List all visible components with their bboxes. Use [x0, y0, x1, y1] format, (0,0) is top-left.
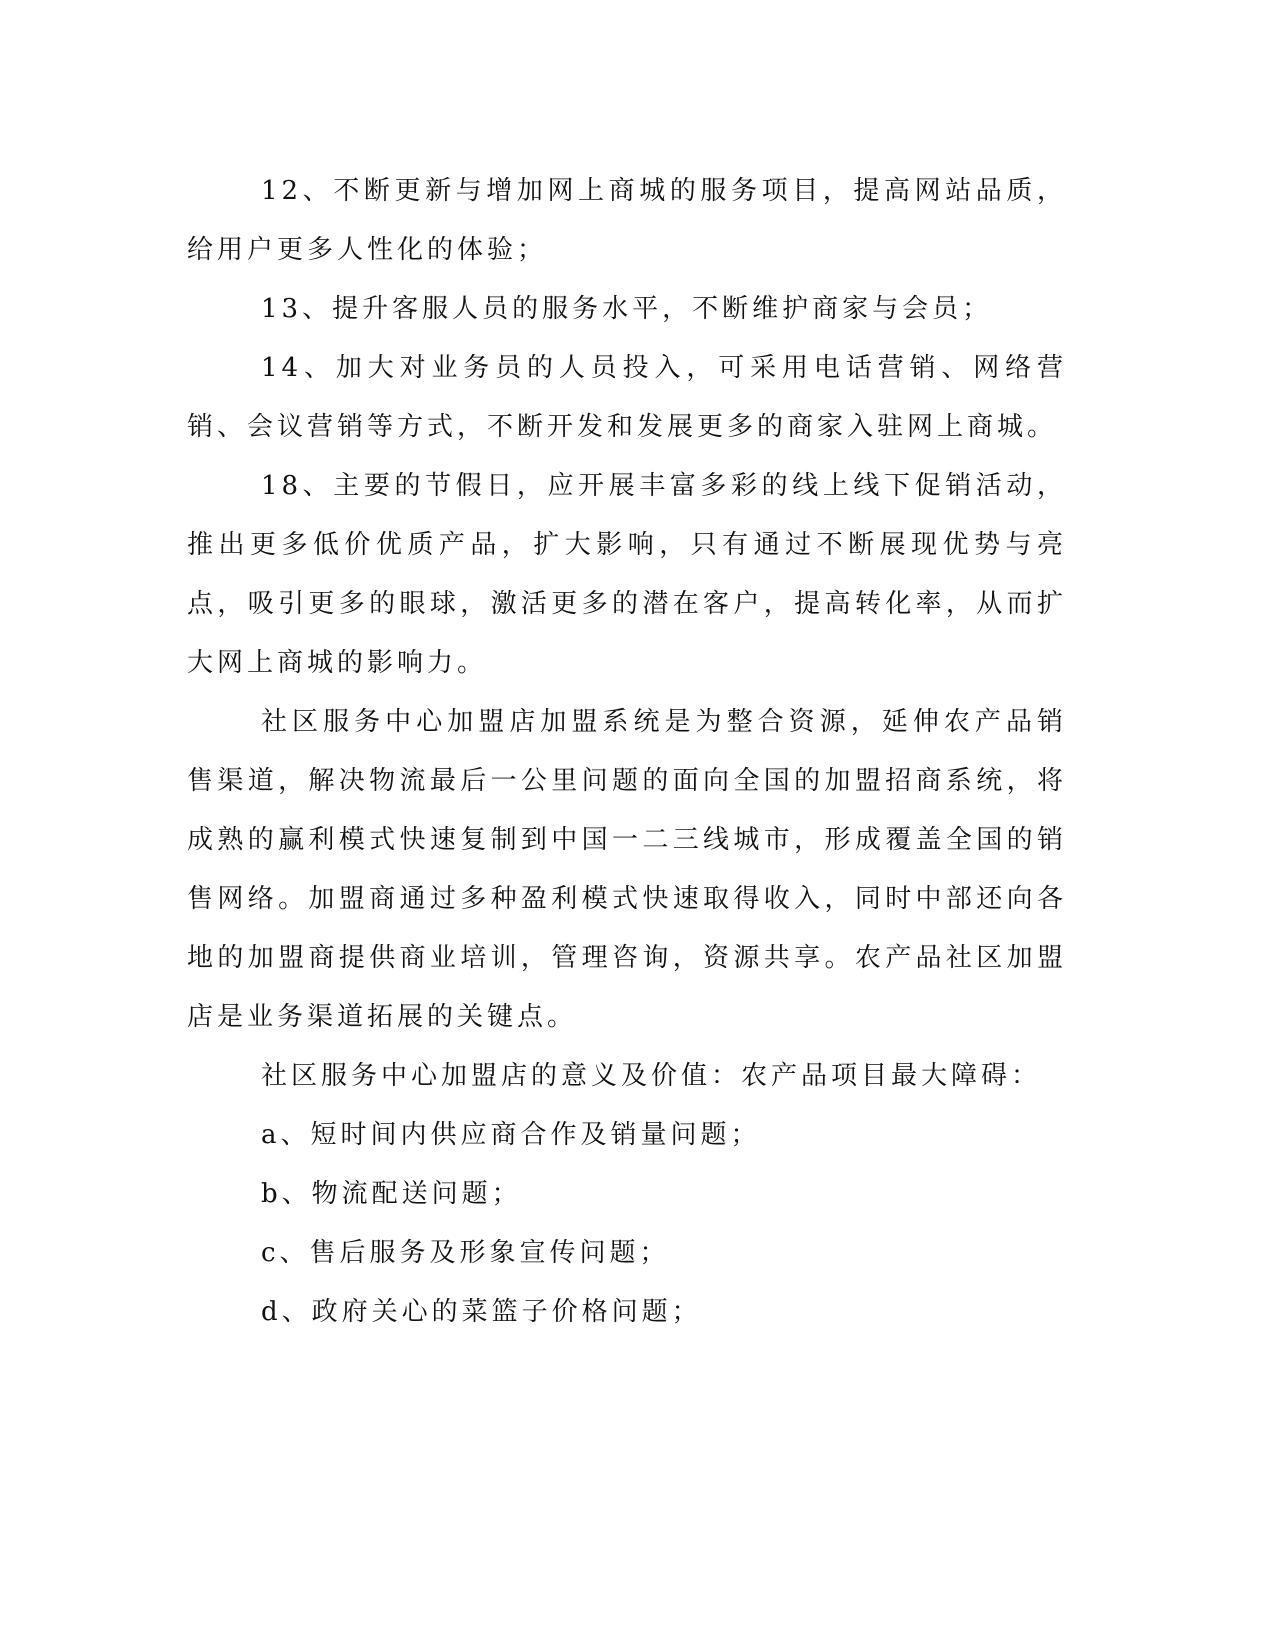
paragraph-item-13: 13、提升客服人员的服务水平，不断维护商家与会员； — [261, 294, 993, 324]
paragraph-franchise-system: 社区服务中心加盟店加盟系统是为整合资源，延伸农产品销售渠道，解决物流最后一公里问题的面向全国的加盟招商系统，将成熟的赢利模式快速复制到中国一二三线城市，形成覆盖全国的销售网络。加盟商通过多种盈利模式快速取得收入，同时中部还向各地的加盟商提供商业培训，管理咨询，资源共享。农产品社区加盟店是业务渠道拓展的关键点。 — [187, 707, 1067, 1032]
list-item-b: b、物流配送问题； — [261, 1179, 522, 1209]
list-item-c: c、售后服务及形象宣传问题； — [261, 1238, 670, 1268]
list-item-a: a、短时间内供应商合作及销量问题； — [261, 1120, 761, 1150]
list-item-d: d、政府关心的菜篮子价格问题； — [261, 1297, 702, 1327]
paragraph-item-18: 18、主要的节假日，应开展丰富多彩的线上线下促销活动，推出更多低价优质产品，扩大影响，只有通过不断展现优势与亮点，吸引更多的眼球，激活更多的潜在客户，提高转化率，从而扩大网上商城的影响力。 — [187, 471, 1067, 678]
paragraph-significance-heading: 社区服务中心加盟店的意义及价值：农产品项目最大障碍： — [261, 1061, 1042, 1091]
paragraph-item-12: 12、不断更新与增加网上商城的服务项目，提高网站品质，给用户更多人性化的体验； — [187, 176, 1067, 265]
document-body — [187, 162, 1067, 1342]
paragraph-item-14: 14、加大对业务员的人员投入，可采用电话营销、网络营销、会议营销等方式，不断开发和发展更多的商家入驻网上商城。 — [187, 353, 1067, 442]
